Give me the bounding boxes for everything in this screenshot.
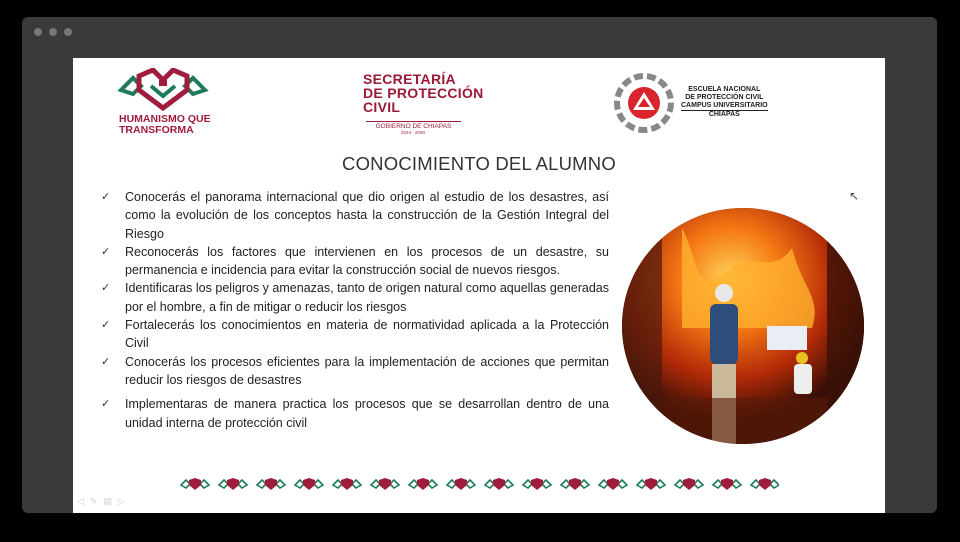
check-icon: ✓ [101, 355, 111, 368]
bullet-text: Identificaras los peligros y amenazas, tanto de origen natural como aquellas generadas por el hombre, a fin de mitigar o reducir los riesgos [125, 281, 609, 314]
secretaria-line-2: DE PROTECCIÓN [363, 85, 484, 101]
check-icon: ✓ [101, 319, 111, 332]
secretaria-line-1: SECRETARÍA [363, 71, 456, 87]
check-icon: ✓ [101, 191, 111, 203]
humanismo-line-1: HUMANISMO QUE [119, 113, 211, 125]
humanismo-line-2: TRANSFORMA [119, 124, 194, 136]
firefighter-photo [622, 208, 864, 444]
fire-scene-image [622, 208, 864, 444]
pattern-icon [179, 476, 779, 492]
bullet-text: Reconocerás los factores que intervienen en los procesos de un desastre, su permanencia e incidencia para evitar la construcción social de nuevos riesgos. [125, 244, 609, 278]
bullet-text: Conocerás el panorama internacional que dio origen al estudio de los desastres, así como la evolución de los conceptos hasta la construcción de la Gestión Integral del Riesgo [125, 190, 609, 241]
slide-toolbar[interactable] [77, 496, 131, 507]
enpc-logo [613, 72, 783, 134]
menu-icon[interactable]: ▤ [103, 496, 118, 506]
bullet-list [101, 188, 609, 432]
bullet-item [101, 316, 609, 353]
humanismo-emblem-icon [117, 68, 209, 112]
enpc-line-1: ESCUELA NACIONAL [688, 86, 761, 93]
bullet-text: Implementaras de manera practica los procesos que se desarrollan dentro de una unidad interna de protección civil [125, 397, 609, 430]
bullet-item [101, 395, 609, 432]
bullet-item [101, 353, 609, 390]
slide-title: CONOCIMIENTO DEL ALUMNO [342, 153, 616, 174]
window-controls [34, 28, 72, 36]
secretaria-logo [363, 72, 513, 144]
enpc-line-4: CHIAPAS [708, 111, 740, 118]
enpc-line-3: CAMPUS UNIVERSITARIO [681, 102, 768, 109]
mouse-cursor-icon: ↖ [849, 189, 860, 203]
presentation-slide [73, 58, 885, 513]
pen-icon[interactable]: ✎ [89, 496, 104, 506]
enpc-emblem-icon [613, 72, 675, 134]
humanismo-logo [113, 68, 223, 140]
gobierno-chiapas: GOBIERNO DE CHIAPAS [366, 121, 461, 130]
maximize-dot-icon[interactable] [64, 28, 72, 36]
prev-slide-icon[interactable]: ◁ [77, 496, 90, 506]
bullet-text: Fortalecerás los conocimientos en materia de normatividad aplicada a la Protección Civil [125, 318, 609, 351]
app-window [22, 17, 937, 513]
bullet-item [101, 243, 609, 280]
decorative-border [179, 476, 779, 492]
minimize-dot-icon[interactable] [49, 28, 57, 36]
bullet-text: Conocerás los procesos eficientes para la implementación de acciones que permitan reducir los riesgos de desastres [125, 354, 609, 387]
enpc-line-2: DE PROTECCIÓN CIVIL [685, 94, 764, 101]
check-icon: ✓ [101, 245, 111, 258]
bullet-item [101, 279, 609, 316]
gobierno-years: 2024 - 2030 [401, 130, 426, 135]
secretaria-line-3: CIVIL [363, 99, 401, 115]
check-icon: ✓ [101, 282, 111, 295]
check-icon: ✓ [101, 398, 111, 411]
close-dot-icon[interactable] [34, 28, 42, 36]
bullet-item [101, 188, 609, 243]
next-slide-icon[interactable]: ▷ [117, 496, 131, 506]
